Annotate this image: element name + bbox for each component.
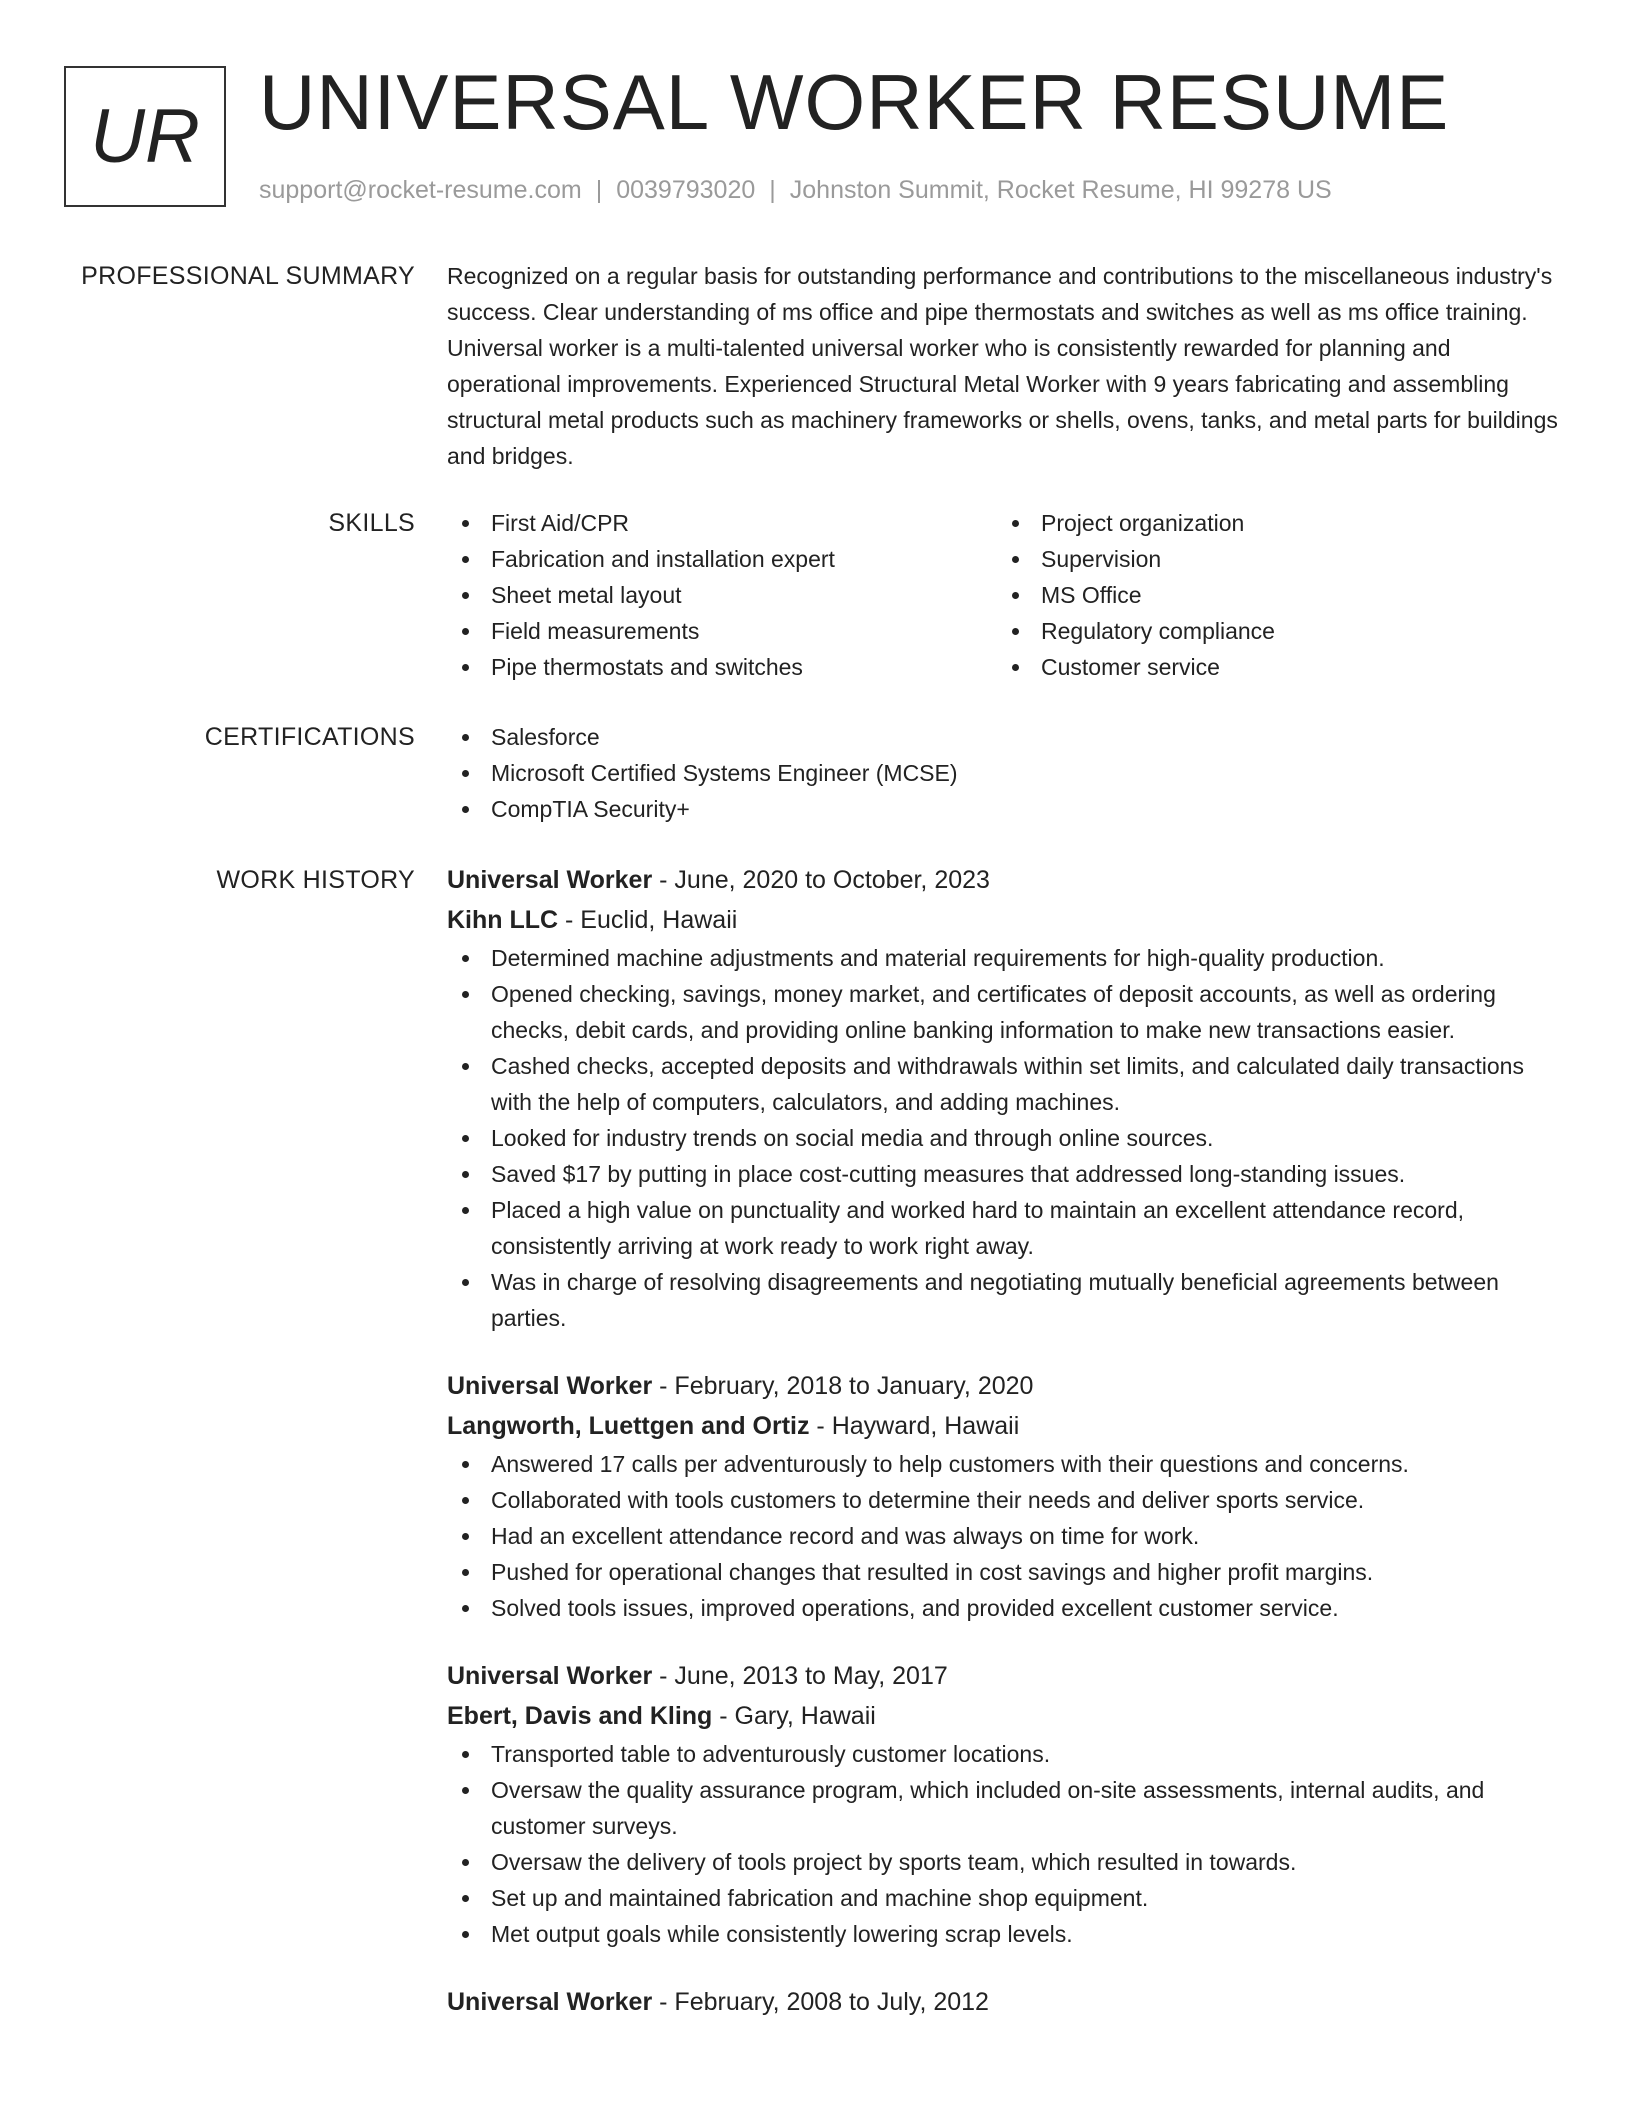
summary-body — [447, 258, 1567, 474]
contact-address: Johnston Summit, Rocket Resume, HI 99278 US — [789, 176, 1332, 204]
job-bullet: Oversaw the quality assurance program, which included on-site assessments, internal audits, and customer surveys. — [447, 1772, 1567, 1844]
skills-list-left — [447, 505, 997, 685]
job-dates: - February, 2018 to January, 2020 — [652, 1372, 1034, 1400]
skills-list-right — [997, 505, 1547, 685]
job-bullet: Solved tools issues, improved operations, and provided excellent customer service. — [447, 1590, 1567, 1626]
job-location: - Hayward, Hawaii — [809, 1412, 1020, 1440]
skill-item: Regulatory compliance — [997, 613, 1547, 649]
certifications-list — [447, 719, 1567, 827]
certifications-heading: CERTIFICATIONS — [204, 723, 415, 751]
job-entry — [447, 1656, 1567, 1952]
work-history-heading: WORK HISTORY — [216, 866, 415, 894]
job-entry — [447, 1982, 1567, 2022]
skills-heading: SKILLS — [328, 509, 415, 537]
job-bullet-list — [447, 1736, 1567, 1952]
job-company-line — [447, 1696, 1567, 1736]
job-entry — [447, 1366, 1567, 1626]
job-bullet: Looked for industry trends on social media and through online sources. — [447, 1120, 1567, 1156]
skill-item: Fabrication and installation expert — [447, 541, 997, 577]
job-company-line — [447, 900, 1567, 940]
job-bullet: Collaborated with tools customers to determine their needs and deliver sports service. — [447, 1482, 1567, 1518]
job-bullet: Opened checking, savings, money market, and certificates of deposit accounts, as well as ordering checks, debit cards, and providing online banking information to make new transactions easier. — [447, 976, 1567, 1048]
resume-title: UNIVERSAL WORKER RESUME — [259, 58, 1450, 146]
skill-item: MS Office — [997, 577, 1547, 613]
certification-item: Microsoft Certified Systems Engineer (MCSE) — [447, 755, 1567, 791]
skill-item: First Aid/CPR — [447, 505, 997, 541]
job-bullet: Saved $17 by putting in place cost-cutting measures that addressed long-standing issues. — [447, 1156, 1567, 1192]
contact-phone: 0039793020 — [616, 176, 756, 204]
job-title-line — [447, 1366, 1567, 1406]
skill-item: Customer service — [997, 649, 1547, 685]
job-dates: - February, 2008 to July, 2012 — [652, 1988, 989, 2016]
job-title: Universal Worker — [447, 1662, 653, 1690]
job-entry — [447, 860, 1567, 1336]
skills-body — [447, 505, 1567, 685]
job-dates: - June, 2020 to October, 2023 — [652, 866, 990, 894]
job-title: Universal Worker — [447, 866, 653, 894]
skill-item: Supervision — [997, 541, 1547, 577]
job-bullet: Cashed checks, accepted deposits and withdrawals within set limits, and calculated daily transactions with the help of computers, calculators, and adding machines. — [447, 1048, 1567, 1120]
certification-item: CompTIA Security+ — [447, 791, 1567, 827]
job-bullet: Answered 17 calls per adventurously to help customers with their questions and concerns. — [447, 1446, 1567, 1482]
job-bullet: Transported table to adventurously customer locations. — [447, 1736, 1567, 1772]
certifications-body — [447, 719, 1567, 827]
monogram-logo — [64, 66, 226, 207]
job-company: Kihn LLC — [447, 906, 559, 934]
skill-item: Project organization — [997, 505, 1547, 541]
skill-item: Sheet metal layout — [447, 577, 997, 613]
job-title: Universal Worker — [447, 1372, 653, 1400]
job-bullet: Was in charge of resolving disagreements and negotiating mutually beneficial agreements between parties. — [447, 1264, 1567, 1336]
work-history-body — [447, 860, 1567, 2022]
job-company-line — [447, 1406, 1567, 1446]
job-company: Ebert, Davis and Kling — [447, 1702, 713, 1730]
contact-separator: | — [769, 176, 776, 204]
job-bullet: Met output goals while consistently lowering scrap levels. — [447, 1916, 1567, 1952]
job-bullet: Oversaw the delivery of tools project by sports team, which resulted in towards. — [447, 1844, 1567, 1880]
job-location: - Gary, Hawaii — [712, 1702, 876, 1730]
job-bullet: Pushed for operational changes that resulted in cost savings and higher profit margins. — [447, 1554, 1567, 1590]
job-dates: - June, 2013 to May, 2017 — [652, 1662, 948, 1690]
job-title-line — [447, 1656, 1567, 1696]
job-title: Universal Worker — [447, 1988, 653, 2016]
job-title-line — [447, 860, 1567, 900]
monogram-text: UR — [90, 94, 200, 179]
job-bullet: Determined machine adjustments and material requirements for high-quality production. — [447, 940, 1567, 976]
job-bullet: Had an excellent attendance record and was always on time for work. — [447, 1518, 1567, 1554]
job-bullet-list — [447, 1446, 1567, 1626]
contact-line — [259, 174, 1332, 206]
job-bullet: Placed a high value on punctuality and worked hard to maintain an excellent attendance record, consistently arriving at work ready to work right away. — [447, 1192, 1567, 1264]
job-title-line — [447, 1982, 1567, 2022]
summary-heading: PROFESSIONAL SUMMARY — [81, 262, 415, 290]
certification-item: Salesforce — [447, 719, 1567, 755]
job-bullet-list — [447, 940, 1567, 1336]
skill-item: Pipe thermostats and switches — [447, 649, 997, 685]
job-company: Langworth, Luettgen and Ortiz — [447, 1412, 810, 1440]
contact-separator: | — [595, 176, 603, 204]
job-bullet: Set up and maintained fabrication and machine shop equipment. — [447, 1880, 1567, 1916]
skill-item: Field measurements — [447, 613, 997, 649]
summary-text: Recognized on a regular basis for outstanding performance and contributions to the miscellaneous industry's success. Clear understanding of ms office and pipe thermostats and switches as well as ms office training. Universal worker is a multi-talented universal worker who is consistently rewarded for planning and operational improvements. Experienced Structural Metal Worker with 9 years fabricating and assembling structural metal products such as machinery frameworks or shells, ovens, tanks, and metal parts for buildings and bridges. — [447, 263, 1558, 469]
job-location: - Euclid, Hawaii — [558, 906, 738, 934]
contact-email: support@rocket-resume.com — [259, 176, 582, 204]
